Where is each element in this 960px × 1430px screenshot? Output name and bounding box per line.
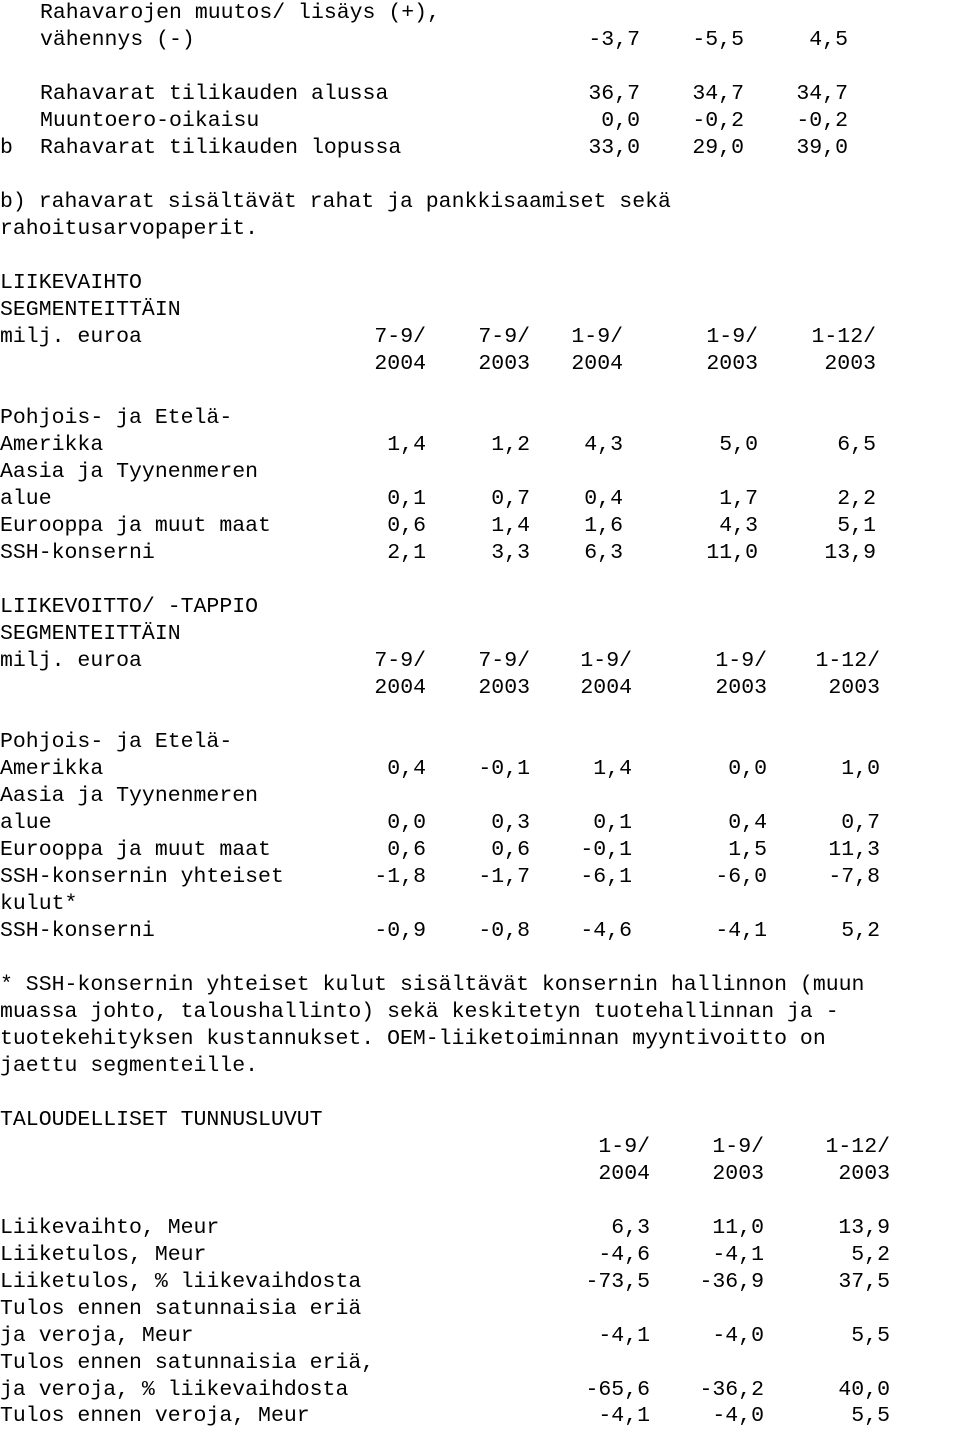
profit-footnote: tuotekehityksen kustannukset. OEM-liiketoiminnan myyntivoitto on (0, 1027, 826, 1051)
kpi-row-value: 5,5 (851, 1404, 890, 1428)
kpi-period-header: 1-9/ (598, 1135, 650, 1159)
revenue-row (0, 540, 960, 567)
profit-row-label-cont: kulut* (0, 892, 78, 916)
profit-period-header: 7-9/ (478, 649, 530, 673)
profit-row-label-line1: Aasia ja Tyynenmeren (0, 784, 259, 808)
kpi-row-value: -4,0 (712, 1324, 764, 1348)
revenue-row-value: 6,3 (584, 541, 623, 565)
revenue-year-header: 2004 (374, 352, 426, 376)
profit-row-value: -4,1 (715, 919, 767, 943)
profit-row-value: -0,1 (580, 838, 632, 862)
cashflow-row (0, 135, 960, 162)
cashflow-row-value: 39,0 (796, 136, 848, 160)
revenue-row-value: 5,0 (719, 433, 758, 457)
kpi-row-value: 5,2 (851, 1243, 890, 1267)
profit-row-label-line1: Pohjois- ja Etelä- (0, 730, 233, 754)
profit-row-value: 1,4 (593, 757, 632, 781)
revenue-row-label: Eurooppa ja muut maat (0, 514, 271, 538)
kpi-row (0, 1215, 960, 1242)
cashflow-row-label: Rahavarat tilikauden lopussa (40, 136, 402, 160)
kpi-row-value: -4,1 (598, 1324, 650, 1348)
kpi-row-label-line1: Tulos ennen satunnaisia eriä (0, 1297, 362, 1321)
kpi-row (0, 1242, 960, 1269)
kpi-row-label: ja veroja, % liikevaihdosta (0, 1378, 349, 1402)
profit-period-header: 1-9/ (580, 649, 632, 673)
profit-row-value: 0,3 (491, 811, 530, 835)
profit-row-label: alue (0, 811, 52, 835)
kpi-row-label: Liikevaihto, Meur (0, 1216, 220, 1240)
revenue-row (0, 486, 960, 513)
profit-row (0, 810, 960, 837)
profit-row-value: 0,4 (728, 811, 767, 835)
revenue-row-value: 4,3 (719, 514, 758, 538)
kpi-row-value: -65,6 (585, 1378, 650, 1402)
profit-title-cont: SEGMENTEITTÄIN (0, 622, 181, 646)
profit-row-value: 11,3 (828, 838, 880, 862)
profit-unit-label: milj. euroa (0, 649, 142, 673)
profit-row-value: -1,7 (478, 865, 530, 889)
revenue-row-value: 1,6 (584, 514, 623, 538)
kpi-row-value: 5,5 (851, 1324, 890, 1348)
cashflow-row-value: 34,7 (796, 82, 848, 106)
revenue-row-value: 2,2 (837, 487, 876, 511)
revenue-row-value: 0,6 (387, 514, 426, 538)
cashflow-change-value: 4,5 (809, 28, 848, 52)
kpi-row-value: 6,3 (611, 1216, 650, 1240)
revenue-row-value: 1,4 (491, 514, 530, 538)
profit-year-header: 2004 (374, 676, 426, 700)
revenue-row-value: 0,1 (387, 487, 426, 511)
kpi-year-header: 2003 (712, 1162, 764, 1186)
revenue-row-value: 1,7 (719, 487, 758, 511)
kpi-row-value: -4,0 (712, 1404, 764, 1428)
profit-row-value: 0,6 (491, 838, 530, 862)
profit-year-header: 2003 (715, 676, 767, 700)
profit-row-value: 0,7 (841, 811, 880, 835)
kpi-row (0, 1269, 960, 1296)
profit-row-value: -6,1 (580, 865, 632, 889)
revenue-row-label-line1: Aasia ja Tyynenmeren (0, 460, 259, 484)
profit-row-value: -1,8 (374, 865, 426, 889)
cashflow-row-value: 33,0 (588, 136, 640, 160)
revenue-row-value: 13,9 (824, 541, 876, 565)
kpi-row-label: Liiketulos, Meur (0, 1243, 207, 1267)
cashflow-change-label: Rahavarojen muutos/ lisäys (+), (40, 1, 440, 25)
kpi-row-value: -4,6 (598, 1243, 650, 1267)
revenue-row (0, 432, 960, 459)
cashflow-row-prefix: b (0, 136, 13, 160)
kpi-row-value: -36,2 (699, 1378, 764, 1402)
profit-footnote: muassa johto, taloushallinto) sekä keskitetyn tuotehallinnan ja - (0, 1000, 839, 1024)
kpi-period-header: 1-12/ (825, 1135, 890, 1159)
profit-period-header: 7-9/ (374, 649, 426, 673)
cashflow-note: b) rahavarat sisältävät rahat ja pankkisaamiset sekä (0, 190, 671, 214)
revenue-period-header: 1-12/ (811, 325, 876, 349)
cashflow-row-value: -0,2 (692, 109, 744, 133)
kpi-period-header: 1-9/ (712, 1135, 764, 1159)
profit-row-value: 1,0 (841, 757, 880, 781)
revenue-period-header: 1-9/ (706, 325, 758, 349)
profit-row-value: -0,8 (478, 919, 530, 943)
profit-row-value: 0,6 (387, 838, 426, 862)
kpi-row (0, 1377, 960, 1404)
profit-year-header: 2004 (580, 676, 632, 700)
revenue-row-value: 1,2 (491, 433, 530, 457)
profit-row-value: 5,2 (841, 919, 880, 943)
revenue-year-header: 2003 (706, 352, 758, 376)
revenue-period-header: 7-9/ (478, 325, 530, 349)
profit-footnote: jaettu segmenteille. (0, 1054, 259, 1078)
revenue-row (0, 513, 960, 540)
kpi-row-value: 40,0 (838, 1378, 890, 1402)
revenue-row-value: 0,4 (584, 487, 623, 511)
kpi-row-label: Liiketulos, % liikevaihdosta (0, 1270, 362, 1294)
revenue-row-value: 2,1 (387, 541, 426, 565)
kpi-year-header: 2003 (838, 1162, 890, 1186)
revenue-row-label: SSH-konserni (0, 541, 155, 565)
profit-row-value: 0,0 (728, 757, 767, 781)
kpi-row-value: -4,1 (712, 1243, 764, 1267)
profit-row (0, 918, 960, 945)
revenue-row-value: 6,5 (837, 433, 876, 457)
revenue-row-value: 11,0 (706, 541, 758, 565)
kpi-row-value: 13,9 (838, 1216, 890, 1240)
cashflow-change-value: -5,5 (692, 28, 744, 52)
kpi-row-label-line1: Tulos ennen satunnaisia eriä, (0, 1351, 375, 1375)
cashflow-row-label: Rahavarat tilikauden alussa (40, 82, 389, 106)
cashflow-row-value: -0,2 (796, 109, 848, 133)
profit-title: LIIKEVOITTO/ -TAPPIO (0, 595, 259, 619)
revenue-row-label: Amerikka (0, 433, 104, 457)
profit-year-header: 2003 (478, 676, 530, 700)
profit-row-value: 0,1 (593, 811, 632, 835)
profit-footnote: * SSH-konsernin yhteiset kulut sisältävät konsernin hallinnon (muun (0, 973, 865, 997)
cashflow-row (0, 108, 960, 135)
profit-row-value: -4,6 (580, 919, 632, 943)
revenue-row-value: 1,4 (387, 433, 426, 457)
profit-row-value: 1,5 (728, 838, 767, 862)
profit-row-value: 0,0 (387, 811, 426, 835)
revenue-year-header: 2003 (478, 352, 530, 376)
profit-row-label: SSH-konsernin yhteiset (0, 865, 284, 889)
kpi-row-label: Tulos ennen veroja, Meur (0, 1404, 310, 1428)
profit-row-value: -0,9 (374, 919, 426, 943)
profit-row-value: -0,1 (478, 757, 530, 781)
revenue-period-header: 1-9/ (571, 325, 623, 349)
profit-row-value: -7,8 (828, 865, 880, 889)
cashflow-row-value: 0,0 (601, 109, 640, 133)
profit-row (0, 864, 960, 891)
kpi-row-value: 37,5 (838, 1270, 890, 1294)
revenue-row-value: 3,3 (491, 541, 530, 565)
cashflow-row-label: Muuntoero-oikaisu (40, 109, 260, 133)
profit-period-header: 1-9/ (715, 649, 767, 673)
profit-row (0, 837, 960, 864)
profit-period-header: 1-12/ (815, 649, 880, 673)
kpi-year-header: 2004 (598, 1162, 650, 1186)
kpi-row-value: -73,5 (585, 1270, 650, 1294)
revenue-row-value: 4,3 (584, 433, 623, 457)
profit-row-label: SSH-konserni (0, 919, 155, 943)
cashflow-row-value: 34,7 (692, 82, 744, 106)
cashflow-row-value: 29,0 (692, 136, 744, 160)
revenue-row-value: 5,1 (837, 514, 876, 538)
kpi-row-value: 11,0 (712, 1216, 764, 1240)
profit-row (0, 756, 960, 783)
revenue-title-cont: SEGMENTEITTÄIN (0, 298, 181, 322)
profit-row-value: 0,4 (387, 757, 426, 781)
profit-row-value: -6,0 (715, 865, 767, 889)
revenue-unit-label: milj. euroa (0, 325, 142, 349)
kpi-title: TALOUDELLISET TUNNUSLUVUT (0, 1108, 323, 1132)
cashflow-row-value: 36,7 (588, 82, 640, 106)
revenue-row-label: alue (0, 487, 52, 511)
cashflow-change-value: -3,7 (588, 28, 640, 52)
kpi-row-label: ja veroja, Meur (0, 1324, 194, 1348)
kpi-row (0, 1323, 960, 1350)
cashflow-row (0, 81, 960, 108)
revenue-period-header: 7-9/ (374, 325, 426, 349)
profit-year-header: 2003 (828, 676, 880, 700)
cashflow-note-cont: rahoitusarvopaperit. (0, 217, 259, 241)
revenue-row-label-line1: Pohjois- ja Etelä- (0, 406, 233, 430)
revenue-row-value: 0,7 (491, 487, 530, 511)
profit-row-label: Eurooppa ja muut maat (0, 838, 271, 862)
profit-row-label: Amerikka (0, 757, 104, 781)
revenue-title: LIIKEVAIHTO (0, 271, 142, 295)
kpi-row-value: -36,9 (699, 1270, 764, 1294)
revenue-year-header: 2003 (824, 352, 876, 376)
kpi-row-value: -4,1 (598, 1404, 650, 1428)
kpi-row (0, 1403, 960, 1430)
revenue-year-header: 2004 (571, 352, 623, 376)
cashflow-change-label-cont: vähennys (-) (40, 28, 195, 52)
